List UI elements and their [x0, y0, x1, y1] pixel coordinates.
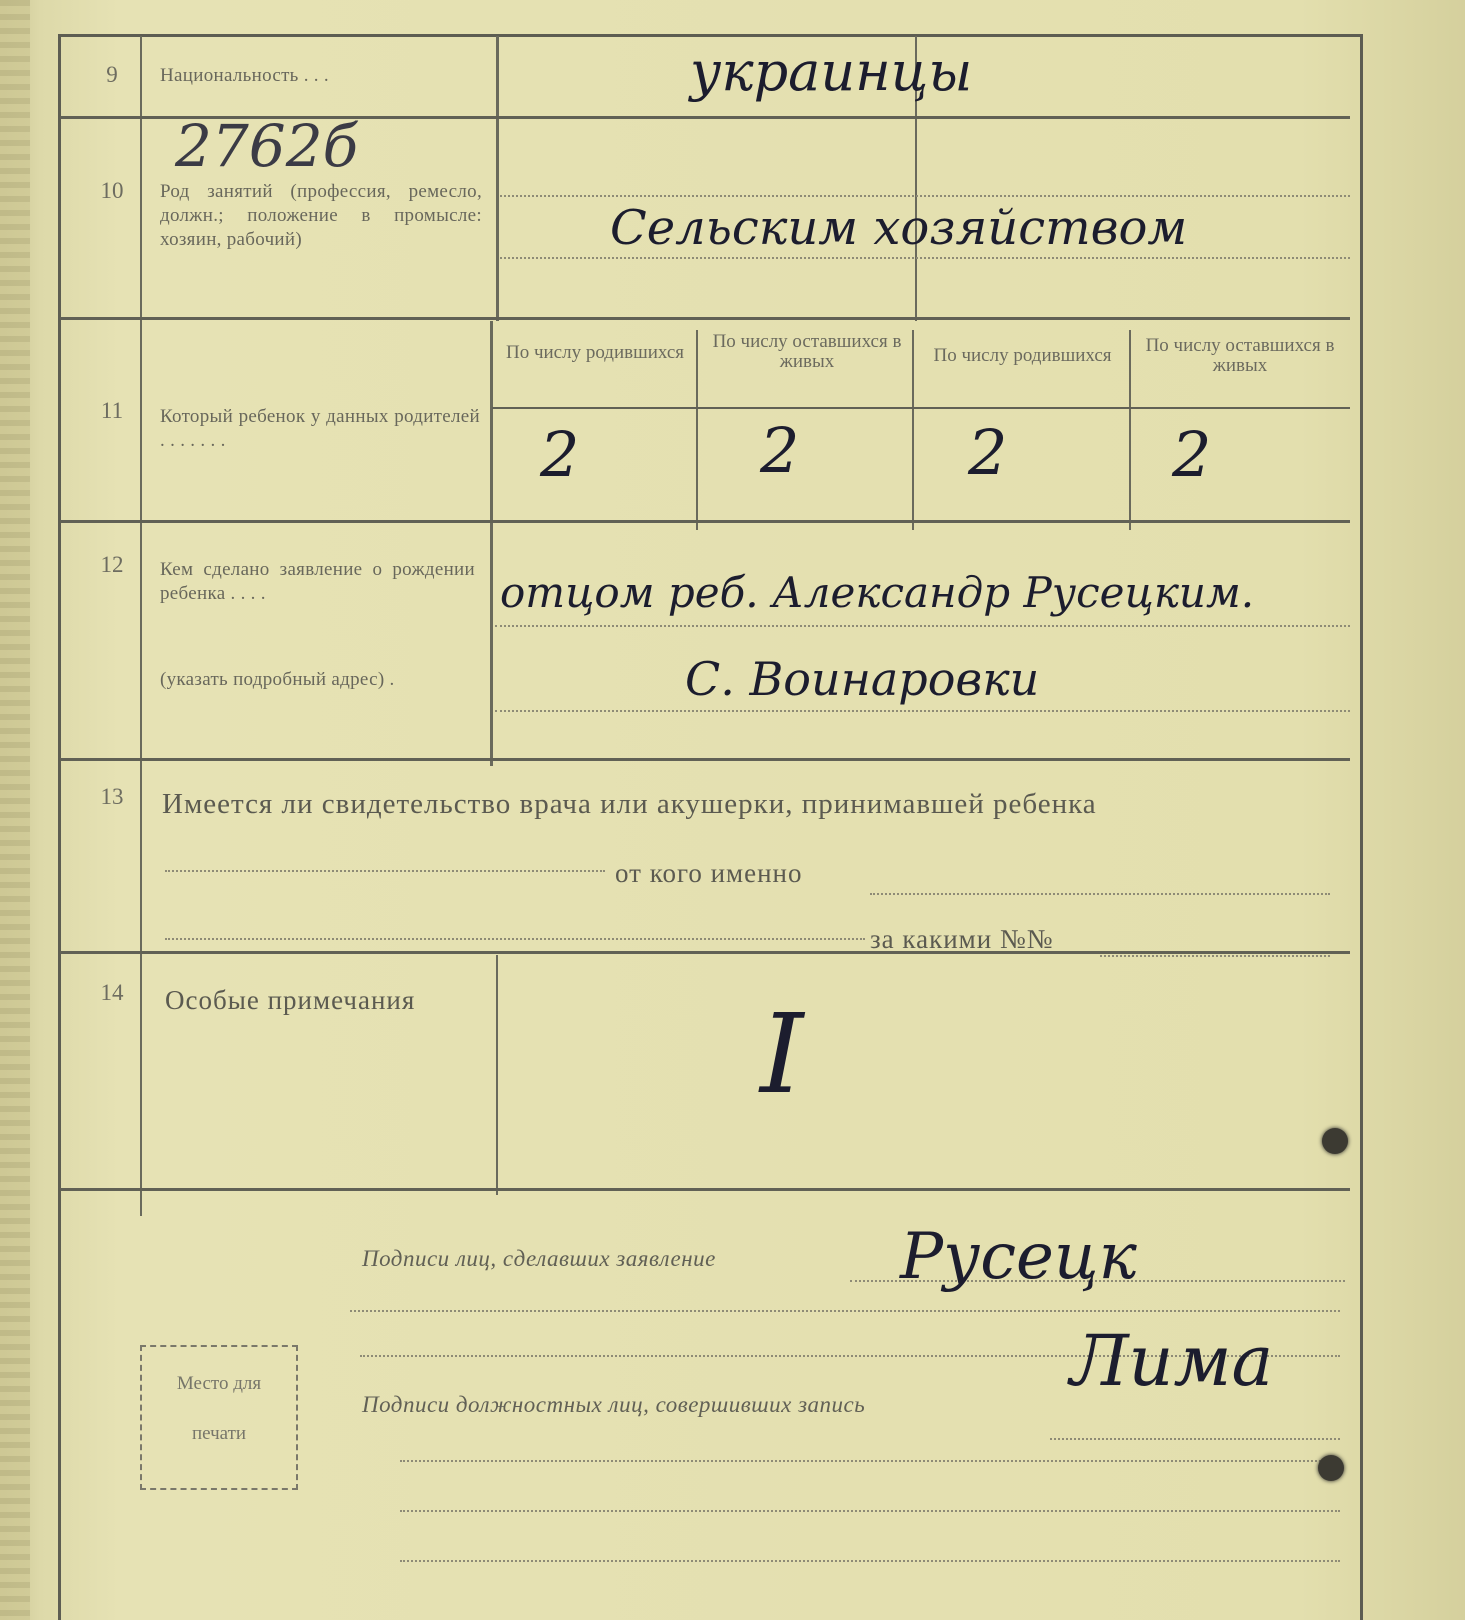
dotted-line — [400, 1560, 1340, 1562]
row14-divider — [496, 955, 498, 1195]
dotted-line — [400, 1510, 1340, 1512]
row-number: 9 — [106, 62, 118, 87]
count-born: 2 — [968, 416, 1008, 489]
rule-12 — [60, 758, 1350, 761]
applicant-signature-label: Подписи лиц, сделавших заявление — [362, 1246, 716, 1271]
dotted-line — [350, 1310, 1340, 1312]
row11-divider-3 — [1129, 330, 1131, 530]
value-divider-mid — [490, 321, 493, 766]
binding-edge — [0, 0, 30, 1620]
row-label-child-order: Который ребенок у данных родителей . . . . . . . — [160, 406, 480, 451]
value-divider-top — [496, 36, 499, 321]
rule-14 — [60, 1188, 1350, 1191]
official-signature-label: Подписи должностных лиц, совершивших запись — [362, 1392, 866, 1417]
row-label-numbers: за какими №№ — [870, 924, 1054, 954]
row11-divider-1 — [696, 330, 698, 530]
handwritten-occupation: Сельским хозяйством — [610, 200, 1188, 256]
dotted-line — [500, 195, 1350, 197]
dotted-line — [1100, 955, 1330, 957]
rule-11 — [60, 520, 1350, 523]
dotted-line — [495, 710, 1350, 712]
handwritten-declarant: отцом реб. Александр Русецким. — [500, 568, 1255, 617]
number-column-divider — [140, 36, 142, 1216]
row-label-occupation: Род занятий (профессия, ремесло, должн.; положение в промысле: хозяин, рабочий) — [160, 181, 482, 250]
count-surviving: 2 — [1172, 418, 1212, 491]
dotted-line — [495, 625, 1350, 627]
rule-10 — [60, 317, 1350, 320]
official-signature: Лима — [1070, 1320, 1274, 1402]
dotted-line — [500, 257, 1350, 259]
stamp-place — [140, 1345, 298, 1490]
row-label-notes: Особые примечания — [165, 985, 416, 1015]
count-born: 2 — [540, 418, 580, 491]
handwritten-nationality: украинцы — [690, 40, 973, 103]
row-number: 10 — [100, 178, 124, 203]
row-number: 13 — [100, 784, 124, 809]
column-header: По числу оставшихся в живых — [1145, 335, 1335, 376]
stamp-label: Место для — [176, 1373, 262, 1394]
row-label-address: (указать подробный адрес) . — [160, 669, 395, 690]
rule-11-sub — [492, 407, 1350, 409]
dotted-line — [165, 870, 605, 872]
row11-divider-2 — [912, 330, 914, 530]
punch-hole — [1318, 1455, 1344, 1481]
handwritten-address: С. Воинаровки — [685, 652, 1040, 706]
count-surviving: 2 — [760, 414, 800, 487]
rule-13 — [60, 951, 1350, 954]
dotted-line — [870, 893, 1330, 895]
dotted-line — [165, 938, 865, 940]
column-header: По числу оставшихся в живых — [712, 331, 902, 372]
row-label-declarant: Кем сделано заявление о рождении ребенка . . . . — [160, 559, 475, 604]
row-number: 11 — [100, 398, 124, 423]
column-header: По числу родившихся — [933, 345, 1112, 366]
handwritten-note: I — [760, 990, 804, 1118]
dotted-line — [1050, 1438, 1340, 1440]
stamp-label: печати — [191, 1423, 247, 1444]
punch-hole — [1322, 1128, 1348, 1154]
row-number: 14 — [100, 980, 124, 1005]
column-header: По числу родившихся — [505, 342, 685, 363]
row-label-from-whom: от кого именно — [615, 858, 803, 888]
row-label-nationality: Национальность . . . — [160, 65, 329, 86]
applicant-signature: Русецк — [900, 1220, 1137, 1294]
dotted-line — [400, 1460, 1340, 1462]
handwritten-mark: 2762б — [175, 112, 359, 180]
row-number: 12 — [100, 552, 124, 577]
row-label-certificate: Имеется ли свидетельство врача или акушерки, принимавшей ребенка — [162, 788, 1097, 820]
